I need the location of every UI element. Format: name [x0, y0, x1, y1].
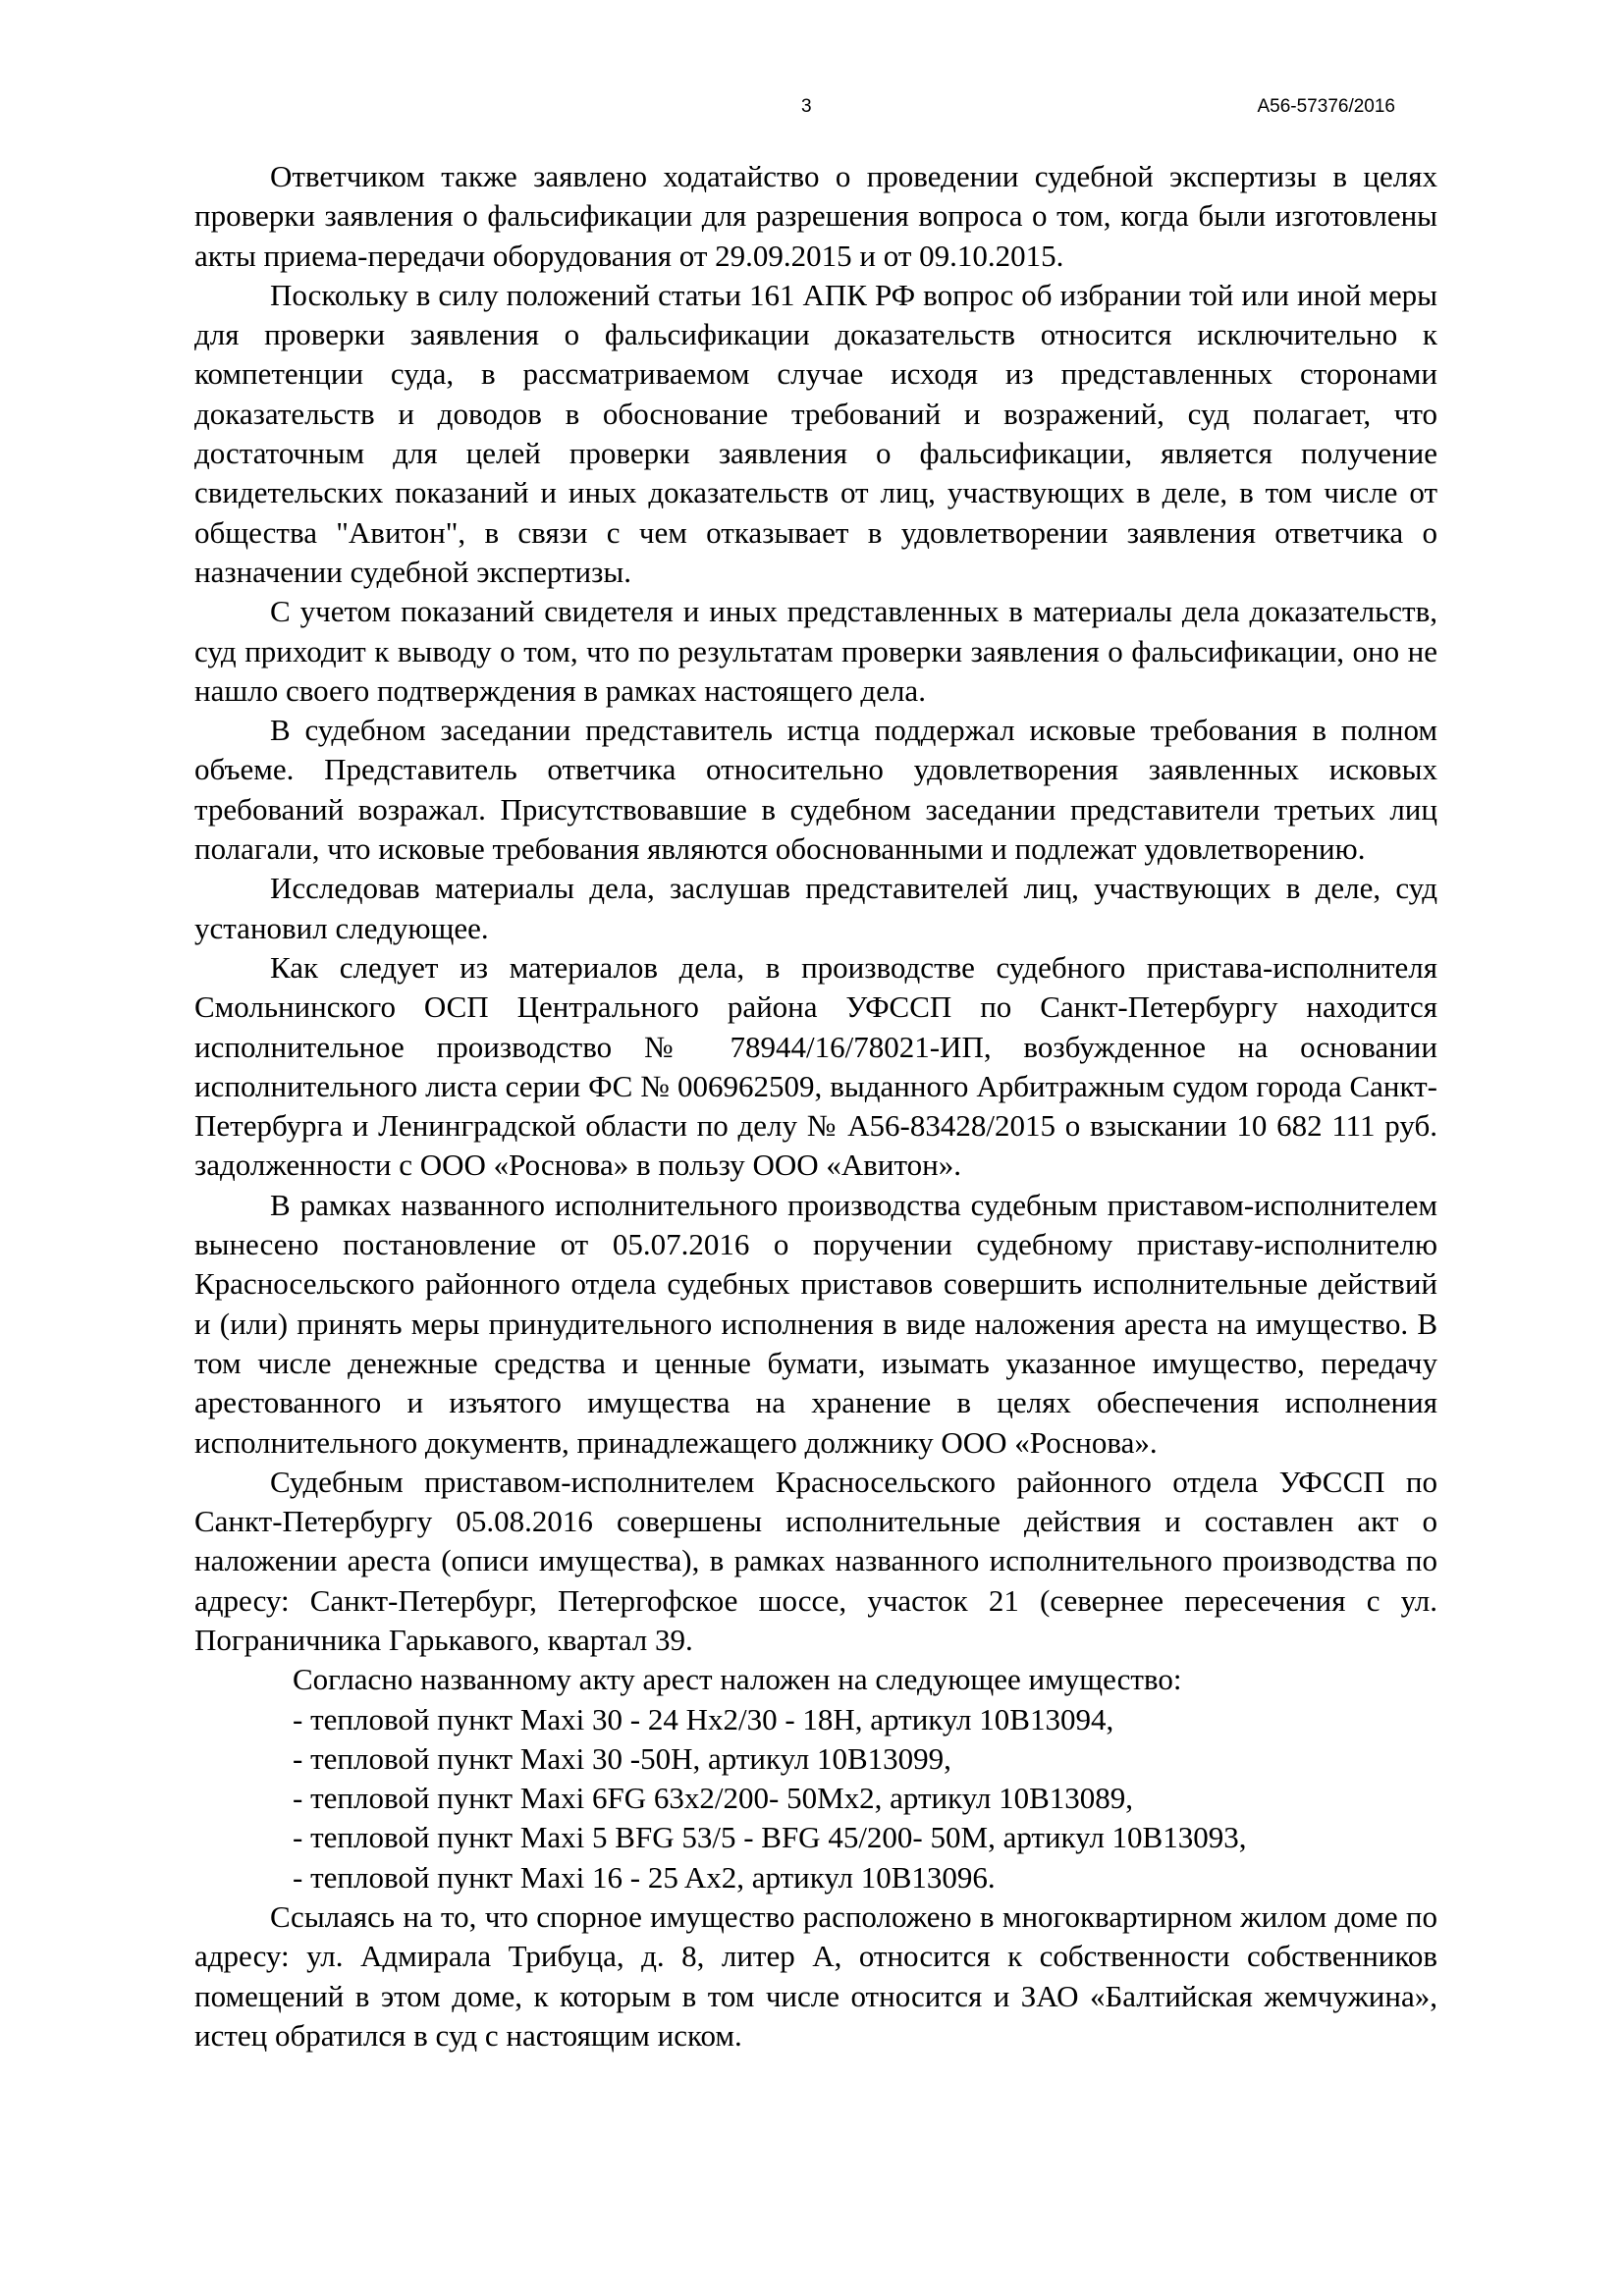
list-item: - тепловой пункт Maxi 30 -50H, артикул 10В13099,: [293, 1740, 951, 1776]
paragraph-witness-testimony: С учетом показаний свидетеля и иных представленных в материалы дела доказательств, суд приходит к выводу о том, что по результатам проверки заявления о фальсификации, оно не нашло своего подтверждения в рамках настоящего дела.: [194, 594, 1437, 708]
paragraph-falsification-check: Поскольку в силу положений статьи 161 АПК РФ вопрос об избрании той или иной меры для проверки заявления о фальсификации доказательств относится исключительно к компетенции суда, в рассматриваемом случае исходя из представленных сторонами доказательств и доводов в обоснование требований и возражений, суд полагает, что достаточным для целей проверки заявления о фальсификации, является получение свидетельских показаний и иных доказательств от лиц, участвующих в деле, в том числе от общества "Авитон", в связи с чем отказывает в удовлетворении заявления ответчика о назначении судебной экспертизы.: [194, 277, 1437, 589]
paragraph-court-session: В судебном заседании представитель истца поддержал исковые требования в полном объеме. Представитель ответчика относительно удовлетворения заявленных исковых требований возражал. Присутствовавшие в судебном заседании представители третьих лиц полагали, что исковые требования являются обоснованными и подлежат удовлетворению.: [194, 713, 1437, 867]
page-number: 3: [801, 96, 812, 117]
list-intro: Согласно названному акту арест наложен на следующее имущество:: [293, 1662, 1182, 1697]
paragraph-court-established: Исследовав материалы дела, заслушав представителей лиц, участвующих в деле, суд установил следующее.: [194, 871, 1437, 945]
list-item: - тепловой пункт Maxi 16 - 25 Ax2, артикул 10В13096.: [293, 1859, 996, 1895]
paragraph-arrest-order: В рамках названного исполнительного производства судебным приставом-исполнителем вынесено постановление от 05.07.2016 о поручении судебному приставу-исполнителю Красносельского районного отдела судебных приставов совершить исполнительные действий и (или) принять меры принудительного исполнения в виде наложения ареста на имущество. В том числе денежные средства и ценные бумати, изымать указанное имущество, передачу арестованного и изъятого имущества на хранение в целях обеспечения исполнения исполнительного документв, принадлежащего должнику ООО «Роснова».: [194, 1187, 1437, 1460]
page-header: [0, 96, 1624, 126]
property-list: [194, 1700, 1437, 1897]
paragraph-arrest-act: Судебным приставом-исполнителем Красносельского районного отдела УФССП по Санкт-Петербургу 05.08.2016 совершены исполнительные действия и составлен акт о наложении ареста (описи имущества), в рамках названного исполнительного производства по адресу: Санкт-Петербург, Петергофское шоссе, участок 21 (севернее пересечения с ул. Пограничника Гарькавого, квартал 39.: [194, 1464, 1437, 1657]
list-item: - тепловой пункт Maxi 30 - 24 Hx2/30 - 18H, артикул 10В13094,: [293, 1701, 1114, 1736]
paragraph-enforcement-proceedings: Как следует из материалов дела, в производстве судебного пристава-исполнителя Смольнинского ОСП Центрального района УФССП по Санкт-Петербургу находится исполнительное производство № 78944/16/78021-ИП, возбужденное на основании исполнительного листа серии ФС № 006962509, выданного Арбитражным судом города Санкт-Петербурга и Ленинградской области по делу № А56-83428/2015 о взыскании 10 682 111 руб. задолженности с ООО «Роснова» в пользу ООО «Авитон».: [194, 949, 1437, 1183]
case-number: А56-57376/2016: [1257, 96, 1395, 117]
list-item: - тепловой пункт Maxi 5 BFG 53/5 - BFG 45/200- 50M, артикул 10В13093,: [293, 1820, 1247, 1855]
document-body: [194, 157, 1437, 2056]
list-item: - тепловой пункт Maxi 6FG 63x2/200- 50Mx2, артикул 10В13089,: [293, 1781, 1134, 1816]
paragraph-claim-filed: Ссылаясь на то, что спорное имущество расположено в многоквартирном жилом доме по адресу: ул. Адмирала Трибуца, д. 8, литер А, относится к собственности собственников помещений в этом доме, к которым в том числе относится и ЗАО «Балтийская жемчужина», истец обратился в суд с настоящим иском.: [194, 1899, 1437, 2053]
paragraph-expertise-motion: Ответчиком также заявлено ходатайство о проведении судебной экспертизы в целях проверки заявления о фальсификации для разрешения вопроса о том, когда были изготовлены акты приема-передачи оборудования от 29.09.2015 и от 09.10.2015.: [194, 159, 1437, 273]
